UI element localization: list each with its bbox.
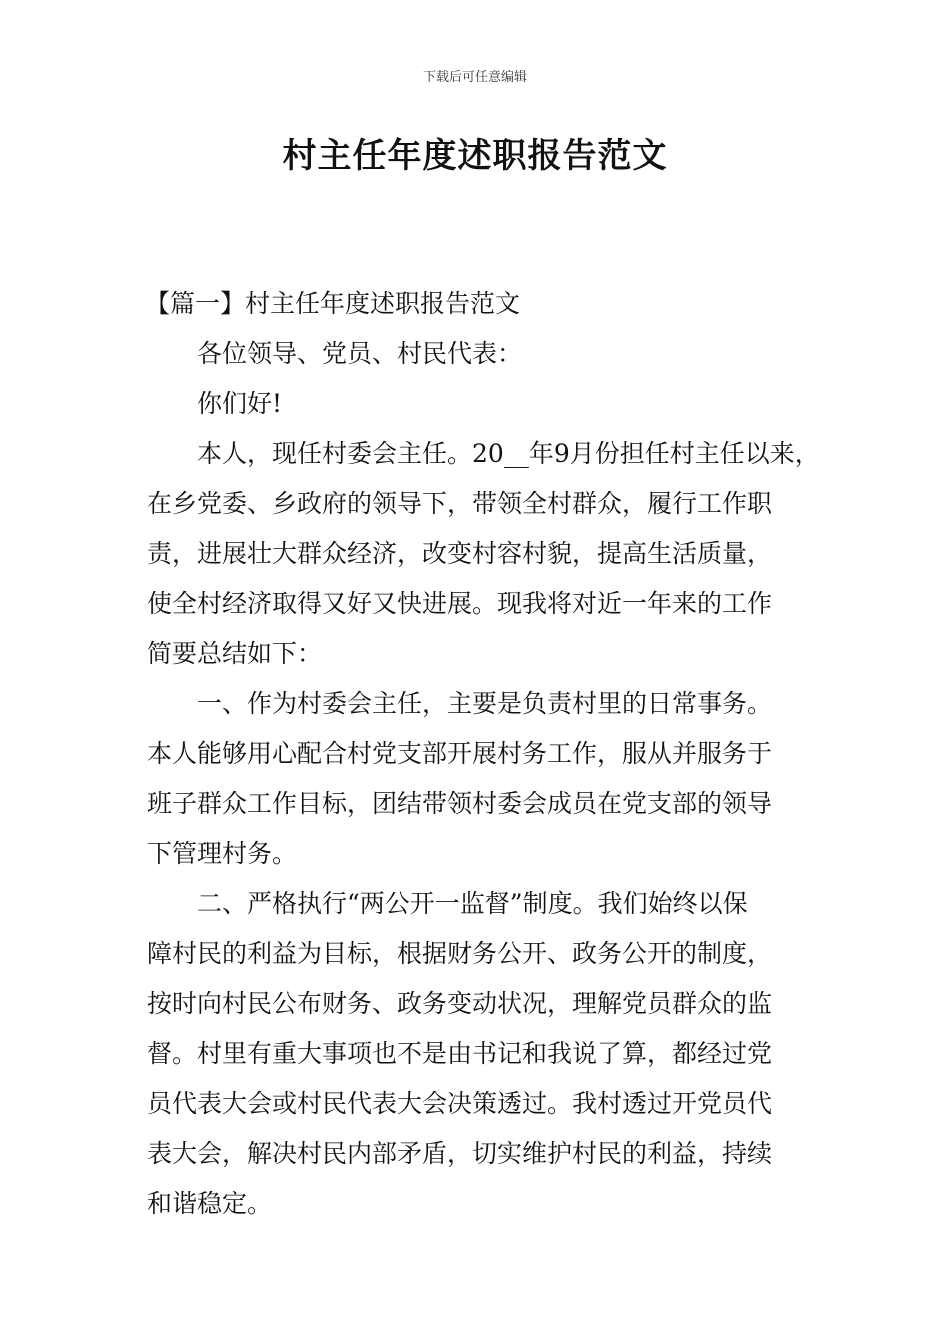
paragraph-line: 障村民的利益为目标，根据财务公开、政务公开的制度， bbox=[147, 939, 773, 968]
section-heading: 【篇一】村主任年度述职报告范文 bbox=[145, 289, 521, 318]
paragraph-line: 在乡党委、乡政府的领导下，带领全村群众，履行工作职 bbox=[147, 489, 773, 518]
document-title: 村主任年度述职报告范文 bbox=[282, 136, 668, 176]
paragraph-line: 使全村经济取得又好又快进展。现我将对近一年来的工作 bbox=[147, 589, 773, 618]
paragraph-line: 班子群众工作目标，团结带领村委会成员在党支部的领导 bbox=[147, 789, 773, 818]
paragraph-line: 二、严格执行“两公开一监督”制度。我们始终以保 bbox=[197, 889, 748, 918]
paragraph-line: 员代表大会或村民代表大会决策透过。我村透过开党员代 bbox=[147, 1089, 773, 1118]
paragraph-line: 本人，现任村委会主任。20__年9月份担任村主任以来， bbox=[197, 439, 820, 468]
paragraph-line: 简要总结如下： bbox=[147, 639, 323, 668]
document-body bbox=[147, 279, 819, 1229]
header-note: 下载后可任意编辑 bbox=[422, 70, 527, 85]
paragraph-line: 和谐稳定。 bbox=[147, 1189, 273, 1218]
greeting: 你们好! bbox=[197, 389, 283, 418]
paragraph-line: 按时向村民公布财务、政务变动状况，理解党员群众的监 bbox=[147, 989, 773, 1018]
paragraph-line: 表大会，解决村民内部矛盾，切实维护村民的利益，持续 bbox=[147, 1139, 773, 1168]
paragraph-line: 本人能够用心配合村党支部开展村务工作，服从并服务于 bbox=[147, 739, 773, 768]
paragraph-line: 下管理村务。 bbox=[147, 839, 298, 868]
paragraph-line: 责，进展壮大群众经济，改变村容村貌，提高生活质量， bbox=[147, 539, 773, 568]
paragraph-line: 督。村里有重大事项也不是由书记和我说了算，都经过党 bbox=[147, 1039, 773, 1068]
salutation: 各位领导、党员、村民代表： bbox=[197, 339, 523, 368]
paragraph-line: 一、作为村委会主任，主要是负责村里的日常事务。 bbox=[197, 689, 773, 718]
